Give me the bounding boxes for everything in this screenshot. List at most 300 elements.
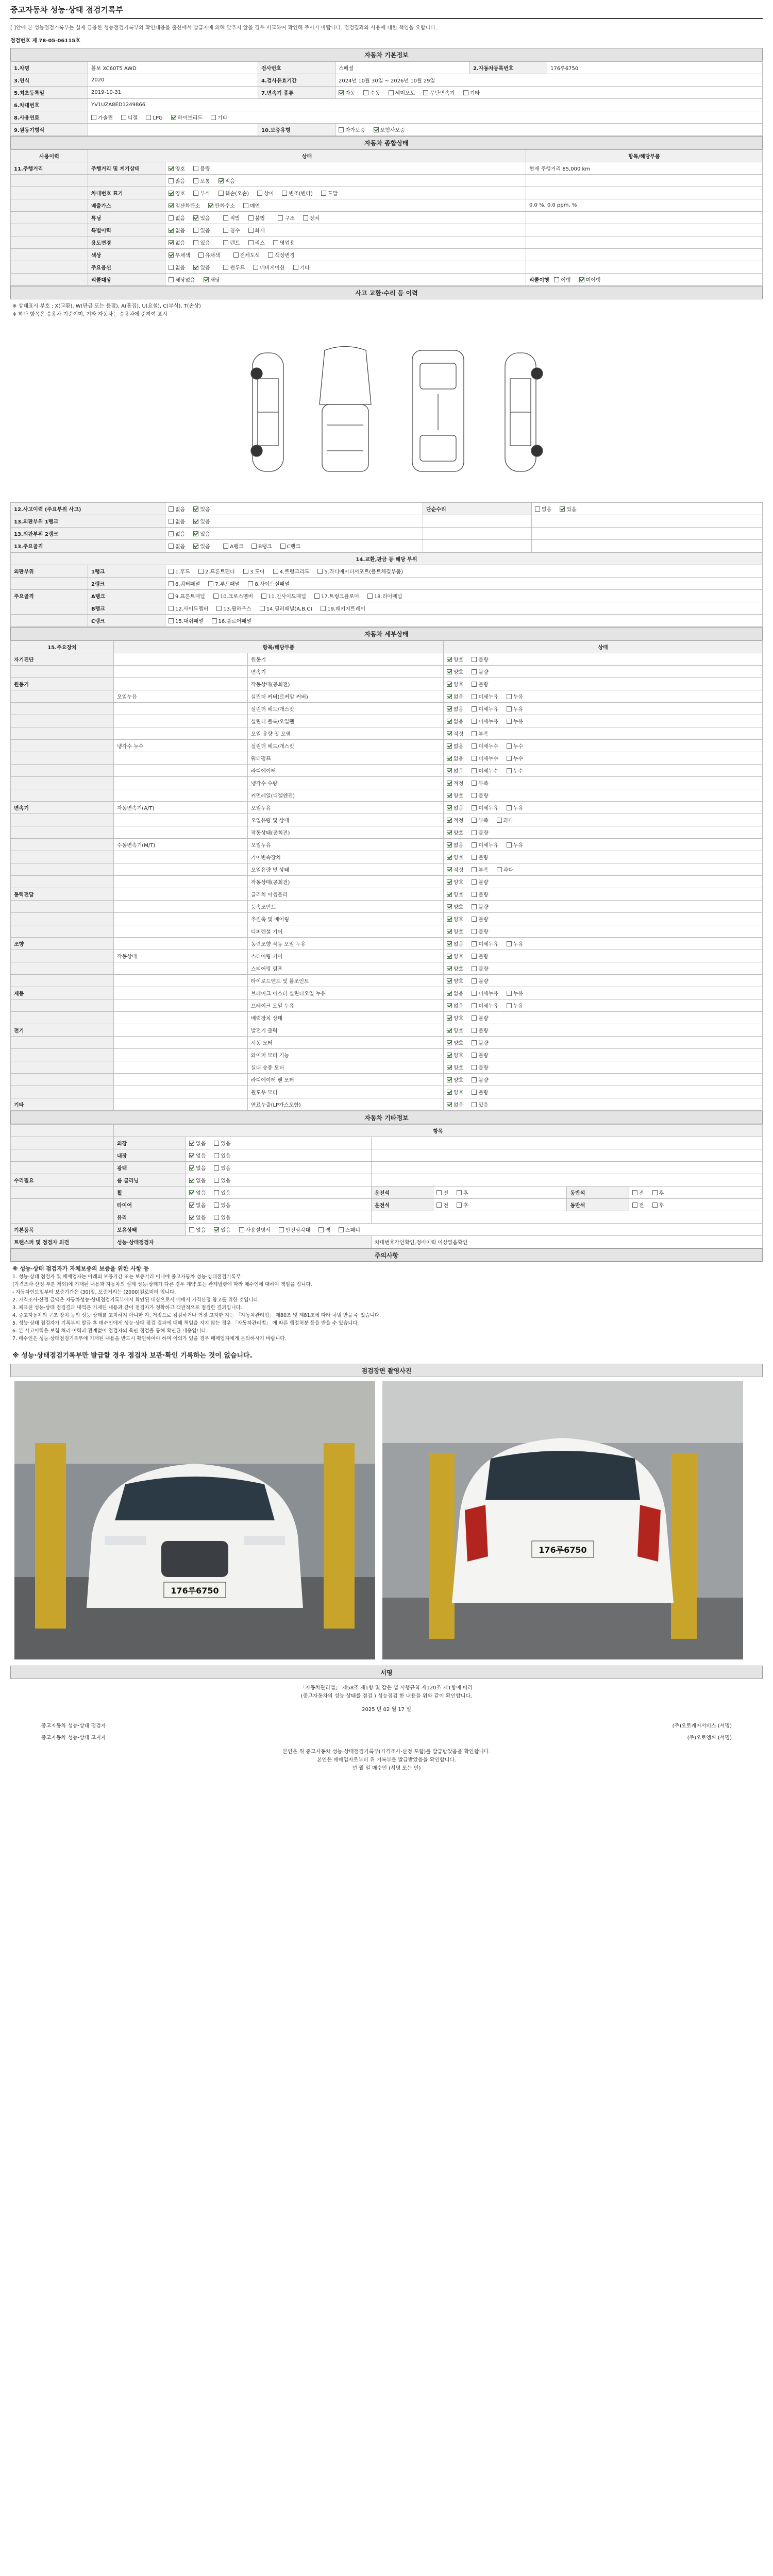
checkbox-option[interactable]: 적법 [223,216,240,222]
checkbox[interactable] [169,215,174,221]
checkbox-option[interactable]: 후 [457,1191,468,1196]
checkbox[interactable] [314,594,320,599]
checkbox-option[interactable]: 누유 [507,991,523,997]
checkbox[interactable] [447,929,452,934]
checkbox[interactable] [535,506,540,512]
checkbox[interactable] [472,991,477,996]
checkbox[interactable] [447,1090,452,1095]
checkbox[interactable] [447,743,452,749]
checkbox[interactable] [507,768,512,773]
checkbox[interactable] [447,1102,452,1107]
checkbox[interactable] [472,892,477,897]
checkbox-option[interactable]: 없음 [447,756,463,762]
checkbox-option[interactable]: 없음 [169,216,185,222]
checkbox[interactable] [472,966,477,971]
checkbox[interactable] [248,581,253,586]
checkbox[interactable] [447,731,452,736]
checkbox[interactable] [193,265,198,270]
checkbox[interactable] [339,1227,344,1232]
checkbox[interactable] [169,252,174,258]
checkbox[interactable] [189,1215,194,1220]
checkbox[interactable] [447,719,452,724]
checkbox-option[interactable]: 부족 [472,781,488,787]
checkbox[interactable] [472,756,477,761]
checkbox-option[interactable]: 무채색 [169,253,190,259]
checkbox-option[interactable]: 불법 [248,216,265,222]
checkbox-option[interactable]: 불량 [472,905,488,910]
checkbox[interactable] [169,544,174,549]
checkbox-option[interactable]: 불량 [472,892,488,898]
checkbox[interactable] [248,228,254,233]
checkbox-option[interactable]: 후 [457,1203,468,1209]
checkbox[interactable] [472,941,477,946]
checkbox-option[interactable]: 세미오토 [389,91,415,96]
checkbox[interactable] [507,756,512,761]
checkbox-option[interactable]: 양호 [447,967,463,972]
checkbox[interactable] [447,904,452,909]
checkbox-option[interactable]: 없음 [169,507,185,513]
checkbox-option[interactable]: 있음 [214,1154,230,1159]
checkbox-option[interactable]: 과다 [497,818,513,824]
checkbox[interactable] [169,178,174,183]
checkbox[interactable] [213,594,219,599]
checkbox[interactable] [472,793,477,798]
checkbox[interactable] [447,1003,452,1008]
checkbox[interactable] [169,519,174,524]
checkbox-option[interactable]: 양호 [447,880,463,886]
checkbox[interactable] [169,618,174,623]
checkbox-option[interactable]: 적정 [447,818,463,824]
checkbox-option[interactable]: 미세누유 [472,707,498,713]
checkbox-option[interactable]: 없음 [189,1141,206,1147]
checkbox-option[interactable]: 불량 [472,929,488,935]
checkbox[interactable] [507,706,512,711]
checkbox-option[interactable]: 불량 [472,880,488,886]
checkbox[interactable] [193,228,198,233]
checkbox[interactable] [472,830,477,835]
checkbox[interactable] [243,569,248,574]
checkbox-option[interactable]: 5.라디에이터서포트(볼트체결부품) [317,569,403,575]
checkbox[interactable] [189,1190,194,1195]
checkbox-option[interactable]: 후 [652,1203,664,1209]
checkbox[interactable] [273,240,278,245]
checkbox-option[interactable]: 누유 [507,707,523,713]
checkbox[interactable] [169,506,174,512]
checkbox-option[interactable]: 없음 [447,1004,463,1009]
checkbox-option[interactable]: 후 [652,1191,664,1196]
checkbox[interactable] [472,781,477,786]
checkbox-option[interactable]: 불량 [193,166,210,172]
checkbox-option[interactable]: 미세누수 [472,769,498,774]
checkbox-option[interactable]: 양호 [447,1053,463,1059]
checkbox[interactable] [280,544,285,549]
checkbox-option[interactable]: 사용설명서 [239,1228,271,1233]
checkbox-option[interactable]: 불량 [472,670,488,675]
checkbox[interactable] [339,90,344,95]
checkbox-option[interactable]: 불량 [472,657,488,663]
checkbox-option[interactable]: B랭크 [251,544,272,550]
checkbox-option[interactable]: 누유 [507,1004,523,1009]
checkbox-option[interactable]: 14.필러패널(A,B,C) [260,606,312,612]
checkbox[interactable] [169,191,174,196]
checkbox[interactable] [472,731,477,736]
checkbox-option[interactable]: 16.플로어패널 [212,619,251,624]
checkbox-option[interactable]: 있음 [214,1178,230,1184]
checkbox[interactable] [189,1141,194,1146]
checkbox-option[interactable]: 미세누수 [472,756,498,762]
checkbox-option[interactable]: 리스 [248,241,265,246]
checkbox[interactable] [472,879,477,885]
checkbox-option[interactable]: 미세누수 [472,744,498,750]
checkbox-option[interactable]: 적음 [219,179,235,184]
checkbox[interactable] [447,768,452,773]
checkbox-option[interactable]: 불량 [472,1078,488,1083]
checkbox-option[interactable]: 보통 [193,179,210,184]
checkbox[interactable] [472,706,477,711]
checkbox[interactable] [193,166,198,171]
checkbox-option[interactable]: 10.크로스멤버 [213,594,253,600]
checkbox-option[interactable]: 양호 [447,929,463,935]
checkbox-option[interactable]: 3.도어 [243,569,265,575]
checkbox-option[interactable]: 있음 [472,1103,488,1108]
checkbox-option[interactable]: 부족 [472,818,488,824]
checkbox[interactable] [472,917,477,922]
checkbox[interactable] [472,867,477,872]
checkbox[interactable] [223,215,228,221]
checkbox[interactable] [447,706,452,711]
checkbox[interactable] [447,954,452,959]
checkbox-option[interactable]: 기타 [293,265,310,271]
checkbox[interactable] [472,657,477,662]
checkbox-option[interactable]: 양호 [447,1090,463,1096]
checkbox-option[interactable]: 불량 [472,917,488,923]
checkbox-option[interactable]: 불량 [472,967,488,972]
checkbox-option[interactable]: 양호 [447,892,463,898]
checkbox-option[interactable]: 없음 [189,1154,206,1159]
checkbox[interactable] [282,191,287,196]
checkbox[interactable] [447,917,452,922]
checkbox[interactable] [447,793,452,798]
checkbox-option[interactable]: 양호 [447,905,463,910]
checkbox-option[interactable]: 양호 [447,1065,463,1071]
checkbox-option[interactable]: 없음 [189,1203,206,1209]
checkbox[interactable] [248,240,254,245]
checkbox[interactable] [278,215,283,221]
checkbox-option[interactable]: 화재 [248,228,265,234]
checkbox-option[interactable]: 양호 [447,1078,463,1083]
checkbox[interactable] [169,203,174,208]
checkbox-option[interactable]: 있음 [560,507,576,513]
checkbox-option[interactable]: 누유 [507,843,523,849]
checkbox[interactable] [472,719,477,724]
checkbox-option[interactable]: 일산화탄소 [169,204,200,209]
checkbox-option[interactable]: 불량 [472,793,488,799]
checkbox[interactable] [472,1053,477,1058]
checkbox[interactable] [214,1215,219,1220]
checkbox-option[interactable]: 양호 [447,831,463,836]
checkbox[interactable] [447,1028,452,1033]
checkbox-option[interactable]: 없음 [169,544,185,550]
checkbox[interactable] [321,606,326,611]
checkbox[interactable] [507,842,512,848]
checkbox-option[interactable]: 양호 [447,1016,463,1022]
checkbox[interactable] [208,581,213,586]
checkbox-option[interactable]: 누유 [507,942,523,947]
checkbox-option[interactable]: 매연 [243,204,260,209]
checkbox[interactable] [560,506,565,512]
checkbox[interactable] [447,805,452,810]
checkbox[interactable] [317,569,323,574]
checkbox-option[interactable]: 누수 [507,744,523,750]
checkbox[interactable] [193,178,198,183]
checkbox[interactable] [169,240,174,245]
checkbox-option[interactable]: A랭크 [223,544,243,550]
checkbox[interactable] [214,1190,219,1195]
checkbox[interactable] [363,90,368,95]
checkbox[interactable] [436,1190,442,1195]
checkbox-option[interactable]: 없음 [447,806,463,811]
checkbox[interactable] [193,544,198,549]
checkbox[interactable] [189,1227,194,1232]
checkbox-option[interactable]: 불량 [472,1041,488,1046]
checkbox-option[interactable]: 유채색 [198,253,220,259]
checkbox-option[interactable]: 양호 [447,855,463,861]
checkbox[interactable] [121,115,126,120]
checkbox-option[interactable]: 기타 [211,115,227,121]
checkbox[interactable] [457,1190,462,1195]
checkbox-option[interactable]: 4.트렁크리드 [273,569,310,575]
checkbox[interactable] [436,1202,442,1208]
checkbox-option[interactable]: LPG [146,115,162,121]
checkbox[interactable] [447,756,452,761]
checkbox-option[interactable]: 과다 [497,868,513,873]
checkbox-option[interactable]: 2.프론트펜더 [198,569,235,575]
checkbox-option[interactable]: 없음 [535,507,551,513]
checkbox[interactable] [367,594,373,599]
checkbox-option[interactable]: 적정 [447,868,463,873]
checkbox-option[interactable]: 불량 [472,1028,488,1034]
checkbox[interactable] [248,215,254,221]
checkbox[interactable] [261,594,266,599]
checkbox[interactable] [169,166,174,171]
checkbox-option[interactable]: 있음 [193,265,210,271]
checkbox-option[interactable]: 썬루프 [223,265,245,271]
checkbox[interactable] [472,1003,477,1008]
checkbox[interactable] [472,929,477,934]
checkbox-option[interactable]: 없음 [447,744,463,750]
checkbox-option[interactable]: 색상변경 [268,253,295,259]
checkbox[interactable] [214,1202,219,1208]
checkbox[interactable] [293,265,298,270]
checkbox-option[interactable]: 미세누유 [472,991,498,997]
checkbox-option[interactable]: 8.사이드실패널 [248,582,290,587]
checkbox[interactable] [243,203,248,208]
checkbox-option[interactable]: 전 [436,1203,448,1209]
checkbox[interactable] [193,531,198,536]
checkbox-option[interactable]: 11.인사이드패널 [261,594,306,600]
checkbox[interactable] [223,544,228,549]
checkbox[interactable] [447,818,452,823]
checkbox-option[interactable]: 이행 [554,278,570,283]
checkbox[interactable] [146,115,151,120]
checkbox-option[interactable]: 미세누유 [472,806,498,811]
checkbox-option[interactable]: 미세누유 [472,942,498,947]
checkbox[interactable] [214,1141,219,1146]
checkbox-option[interactable]: 변조(변타) [282,191,312,197]
checkbox[interactable] [169,594,174,599]
checkbox[interactable] [457,1202,462,1208]
checkbox-option[interactable]: 없음 [169,241,185,246]
checkbox-option[interactable]: 많음 [169,179,185,184]
checkbox-option[interactable]: 미세누유 [472,1004,498,1009]
checkbox[interactable] [463,90,468,95]
checkbox[interactable] [193,215,198,221]
checkbox-option[interactable]: 양호 [447,682,463,688]
checkbox[interactable] [447,1053,452,1058]
checkbox-option[interactable]: 네비게이션 [253,265,284,271]
checkbox[interactable] [214,1165,219,1171]
checkbox[interactable] [447,855,452,860]
checkbox[interactable] [472,842,477,848]
checkbox-option[interactable]: 없음 [447,694,463,700]
checkbox-option[interactable]: 자가보증 [339,128,365,133]
checkbox-option[interactable]: 13.휠하우스 [216,606,251,612]
checkbox[interactable] [472,694,477,699]
checkbox-option[interactable]: 렌트 [223,241,240,246]
checkbox[interactable] [169,265,174,270]
checkbox-option[interactable]: 없음 [169,519,185,525]
checkbox[interactable] [279,1227,284,1232]
checkbox[interactable] [447,682,452,687]
checkbox-option[interactable]: 안전삼각대 [279,1228,310,1233]
checkbox[interactable] [257,191,262,196]
checkbox-option[interactable]: 적정 [447,732,463,737]
checkbox-option[interactable]: 누유 [507,719,523,725]
checkbox-option[interactable]: 양호 [447,1041,463,1046]
checkbox-option[interactable]: 있음 [193,241,210,246]
checkbox-option[interactable]: 불량 [472,1065,488,1071]
checkbox[interactable] [447,830,452,835]
checkbox[interactable] [169,569,174,574]
checkbox[interactable] [189,1178,194,1183]
checkbox[interactable] [632,1190,637,1195]
checkbox-option[interactable]: 부족 [472,868,488,873]
checkbox[interactable] [652,1202,658,1208]
checkbox-option[interactable]: 누수 [507,756,523,762]
checkbox[interactable] [507,991,512,996]
checkbox-option[interactable]: 불량 [472,979,488,985]
checkbox[interactable] [389,90,394,95]
checkbox-option[interactable]: 있음 [214,1215,230,1221]
checkbox-option[interactable]: 있음 [193,228,210,234]
checkbox[interactable] [472,1065,477,1070]
checkbox-option[interactable]: 없음 [447,769,463,774]
checkbox-option[interactable]: 있음 [193,216,210,222]
checkbox-option[interactable]: 있음 [214,1191,230,1196]
checkbox[interactable] [223,240,228,245]
checkbox[interactable] [273,569,278,574]
checkbox[interactable] [447,694,452,699]
checkbox[interactable] [214,1153,219,1158]
checkbox[interactable] [447,867,452,872]
checkbox-option[interactable]: 부식 [193,191,210,197]
checkbox-option[interactable]: 무단변속기 [423,91,455,96]
checkbox-option[interactable]: 미세누유 [472,694,498,700]
checkbox[interactable] [507,694,512,699]
checkbox-option[interactable]: 6.쿼터패널 [169,582,200,587]
checkbox[interactable] [268,252,273,258]
checkbox-option[interactable]: 불량 [472,831,488,836]
checkbox-option[interactable]: 불량 [472,1090,488,1096]
checkbox-option[interactable]: 훼손(오손) [219,191,249,197]
checkbox[interactable] [447,657,452,662]
checkbox-option[interactable]: 없음 [169,532,185,537]
checkbox-option[interactable]: 있음 [214,1203,230,1209]
checkbox[interactable] [472,954,477,959]
checkbox-option[interactable]: 양호 [447,793,463,799]
checkbox-option[interactable]: 불량 [472,1016,488,1022]
checkbox[interactable] [169,277,174,282]
checkbox-option[interactable]: 불량 [472,1053,488,1059]
checkbox[interactable] [169,606,174,611]
checkbox-option[interactable]: 해당 [204,278,220,283]
checkbox[interactable] [223,228,228,233]
checkbox-option[interactable]: 15.대쉬패널 [169,619,204,624]
checkbox[interactable] [632,1202,637,1208]
checkbox-option[interactable]: 양호 [447,917,463,923]
checkbox-option[interactable]: 없음 [189,1215,206,1221]
checkbox-option[interactable]: 19.패키지트레이 [321,606,365,612]
checkbox[interactable] [507,805,512,810]
checkbox[interactable] [219,178,224,183]
checkbox-option[interactable]: 누수 [507,769,523,774]
checkbox-option[interactable]: 있음 [193,544,210,550]
checkbox[interactable] [239,1227,244,1232]
checkbox[interactable] [472,904,477,909]
checkbox[interactable] [223,265,228,270]
checkbox[interactable] [339,127,344,132]
checkbox-option[interactable]: 잭 [318,1228,330,1233]
checkbox[interactable] [198,252,204,258]
checkbox-option[interactable]: 미세누유 [472,843,498,849]
checkbox[interactable] [214,1227,219,1232]
checkbox[interactable] [171,115,176,120]
checkbox[interactable] [472,1090,477,1095]
checkbox-option[interactable]: 탄화수소 [208,204,235,209]
checkbox[interactable] [260,606,265,611]
checkbox-option[interactable]: 불량 [472,682,488,688]
checkbox-option[interactable]: 18.리어패널 [367,594,402,600]
checkbox[interactable] [169,531,174,536]
checkbox[interactable] [447,781,452,786]
checkbox[interactable] [447,669,452,674]
checkbox-option[interactable]: 자동 [339,91,355,96]
checkbox[interactable] [447,1040,452,1045]
checkbox[interactable] [189,1153,194,1158]
checkbox[interactable] [472,805,477,810]
checkbox-option[interactable]: 전 [436,1191,448,1196]
checkbox[interactable] [318,1227,324,1232]
checkbox[interactable] [198,569,204,574]
checkbox-option[interactable]: 있음 [214,1228,230,1233]
checkbox-option[interactable]: 스패너 [339,1228,360,1233]
checkbox[interactable] [169,228,174,233]
checkbox[interactable] [193,519,198,524]
checkbox-option[interactable]: 도말 [321,191,338,197]
checkbox[interactable] [497,818,502,823]
checkbox[interactable] [374,127,379,132]
checkbox[interactable] [251,544,257,549]
